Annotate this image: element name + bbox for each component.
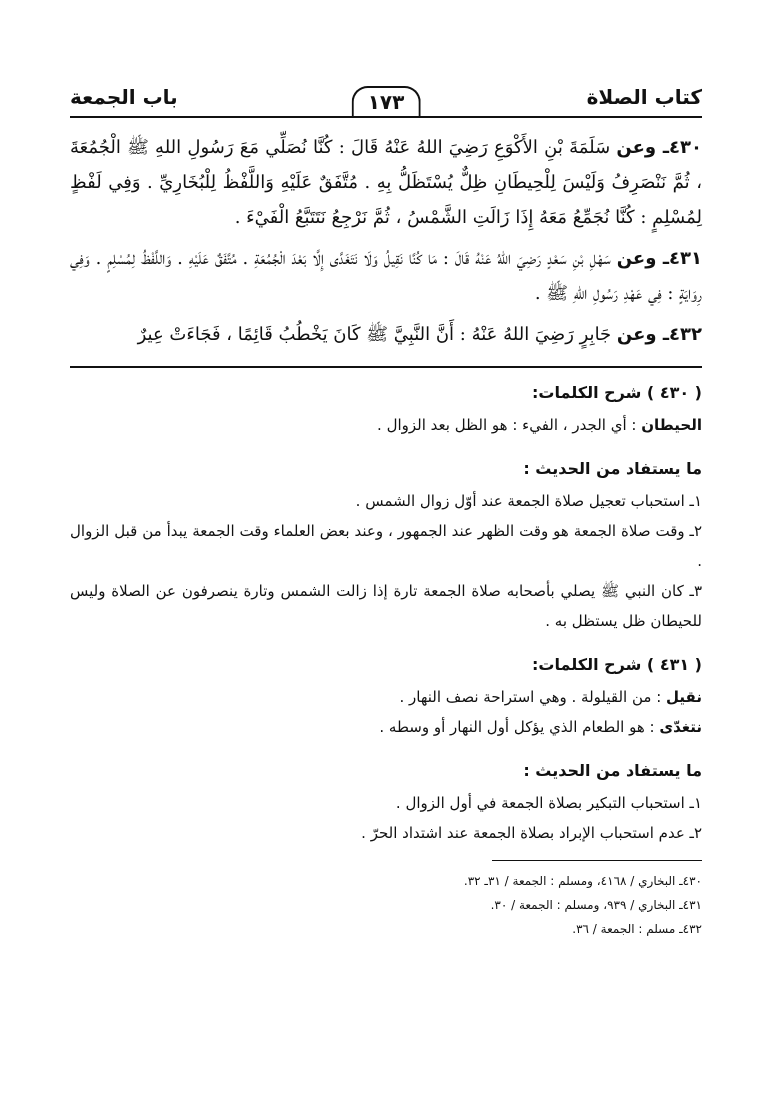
benefit-item: ٢ـ وقت صلاة الجمعة هو وقت الظهر عند الجمهور ، وعند بعض العلماء وقت الجمعة يبدأ من قبل الزوال .	[70, 522, 702, 570]
defined-term: نقيل	[666, 688, 702, 706]
defined-term: نتغدّى	[659, 718, 702, 736]
footnote-divider	[492, 860, 702, 861]
footnote: ٤٣١ـ البخاري / ٩٣٩، ومسلم : الجمعة / ٣٠.	[490, 898, 702, 912]
hadith-432	[70, 317, 702, 352]
hadith-intro: ـ وعن	[616, 248, 670, 269]
hadith-number: ٤٣١	[669, 248, 703, 269]
benefits-heading: ما يستفاد من الحديث :	[523, 761, 702, 780]
page-header	[70, 82, 702, 118]
hadith-text: جَابِرٍ رَضِيَ اللهُ عَنْهُ : أَنَّ النَّبِيَّ ﷺ كَانَ يَخْطُبُ قَائِمًا ، فَجَاءَتْ عِيرٌ	[137, 324, 612, 345]
footnote: ٤٣٠ـ البخاري / ٤١٦٨، ومسلم : الجمعة / ٣١ـ ٣٢.	[463, 874, 702, 888]
benefit-item: ١ـ استحباب التبكير بصلاة الجمعة في أول الزوال .	[395, 794, 702, 812]
term-definition: : هو الطعام الذي يؤكل أول النهار أو وسطه .	[379, 718, 655, 736]
benefit-item: ٢ـ عدم استحباب الإبراد بصلاة الجمعة عند اشتداد الحرّ .	[361, 824, 702, 842]
hadith-number: ٤٣٠	[669, 137, 702, 158]
page-number: ١٧٣	[352, 86, 421, 116]
hadith-text: سَلَمَةَ بْنِ الأَكْوَعِ رَضِيَ اللهُ عَنْهُ قَالَ : كُنَّا نُصَلِّي مَعَ رَسُولِ اللهِ ﷺ الْجُمُعَةَ ، ثُمَّ نَنْصَرِفُ وَلَيْسَ لِلْحِيطَانِ ظِلٌّ يُسْتَظَلُّ بِهِ . مُتَّفَقٌ عَلَيْهِ وَاللَّفْظُ لِلْبُخَارِيِّ . وَفِي لَفْظٍ لِمُسْلِمٍ : كُنَّا نُجَمِّعُ مَعَهُ إِذَا زَالَتِ الشَّمْسُ ، ثُمَّ نَرْجِعُ نَتَتَبَّعُ الْفَيْءَ .	[70, 137, 702, 228]
hadith-intro: ـ وعن	[616, 324, 670, 345]
hadith-431	[70, 241, 702, 311]
word-definition	[70, 712, 702, 742]
benefits-heading: ما يستفاد من الحديث :	[523, 459, 702, 478]
explanation-431	[70, 650, 702, 848]
hadith-intro: ـ وعن	[616, 137, 670, 158]
word-definition	[70, 410, 702, 440]
hadith-number: ٤٣٢	[669, 324, 702, 345]
chapter-title: باب الجمعة	[70, 85, 178, 109]
word-definition	[70, 682, 702, 712]
word-explanation-heading: ( ٤٣١ ) شرح الكلمات:	[532, 655, 702, 674]
book-title: كتاب الصلاة	[586, 85, 702, 109]
explanation-430	[70, 378, 702, 636]
term-definition: : أي الجدر ، الفيء : هو الظل بعد الزوال .	[377, 416, 637, 434]
section-divider	[70, 366, 702, 368]
hadith-section	[70, 130, 702, 352]
hadith-text: سَهْلِ بْنِ سَعْدٍ رَضِيَ اللهُ عَنْهُ قَالَ : مَا كُنَّا نَقِيلُ وَلَا نَتَغَدَّى إِلَّا بَعْدَ الْجُمُعَةِ . مُتَّفَقٌ عَلَيْهِ . وَاللَّفْظُ لِمُسْلِمٍ . وَفِي رِوَايَةٍ : فِي عَهْدِ رَسُولِ اللهِ ﷺ .	[70, 248, 702, 304]
benefit-item: ١ـ استحباب تعجيل صلاة الجمعة عند أوّل زوال الشمس .	[355, 492, 702, 510]
footnotes	[70, 869, 702, 941]
term-definition: : من القيلولة . وهي استراحة نصف النهار .	[399, 688, 662, 706]
hadith-430	[70, 130, 702, 235]
book-page	[70, 82, 702, 941]
word-explanation-heading: ( ٤٣٠ ) شرح الكلمات:	[532, 383, 702, 402]
footnote: ٤٣٢ـ مسلم : الجمعة / ٣٦.	[572, 922, 702, 936]
defined-term: الحيطان	[641, 416, 702, 434]
benefit-item: ٣ـ كان النبي ﷺ يصلي بأصحابه صلاة الجمعة تارة إذا زالت الشمس وتارة ينصرفون عن الصلاة وليس للحيطان ظل يستظل به .	[70, 582, 702, 630]
